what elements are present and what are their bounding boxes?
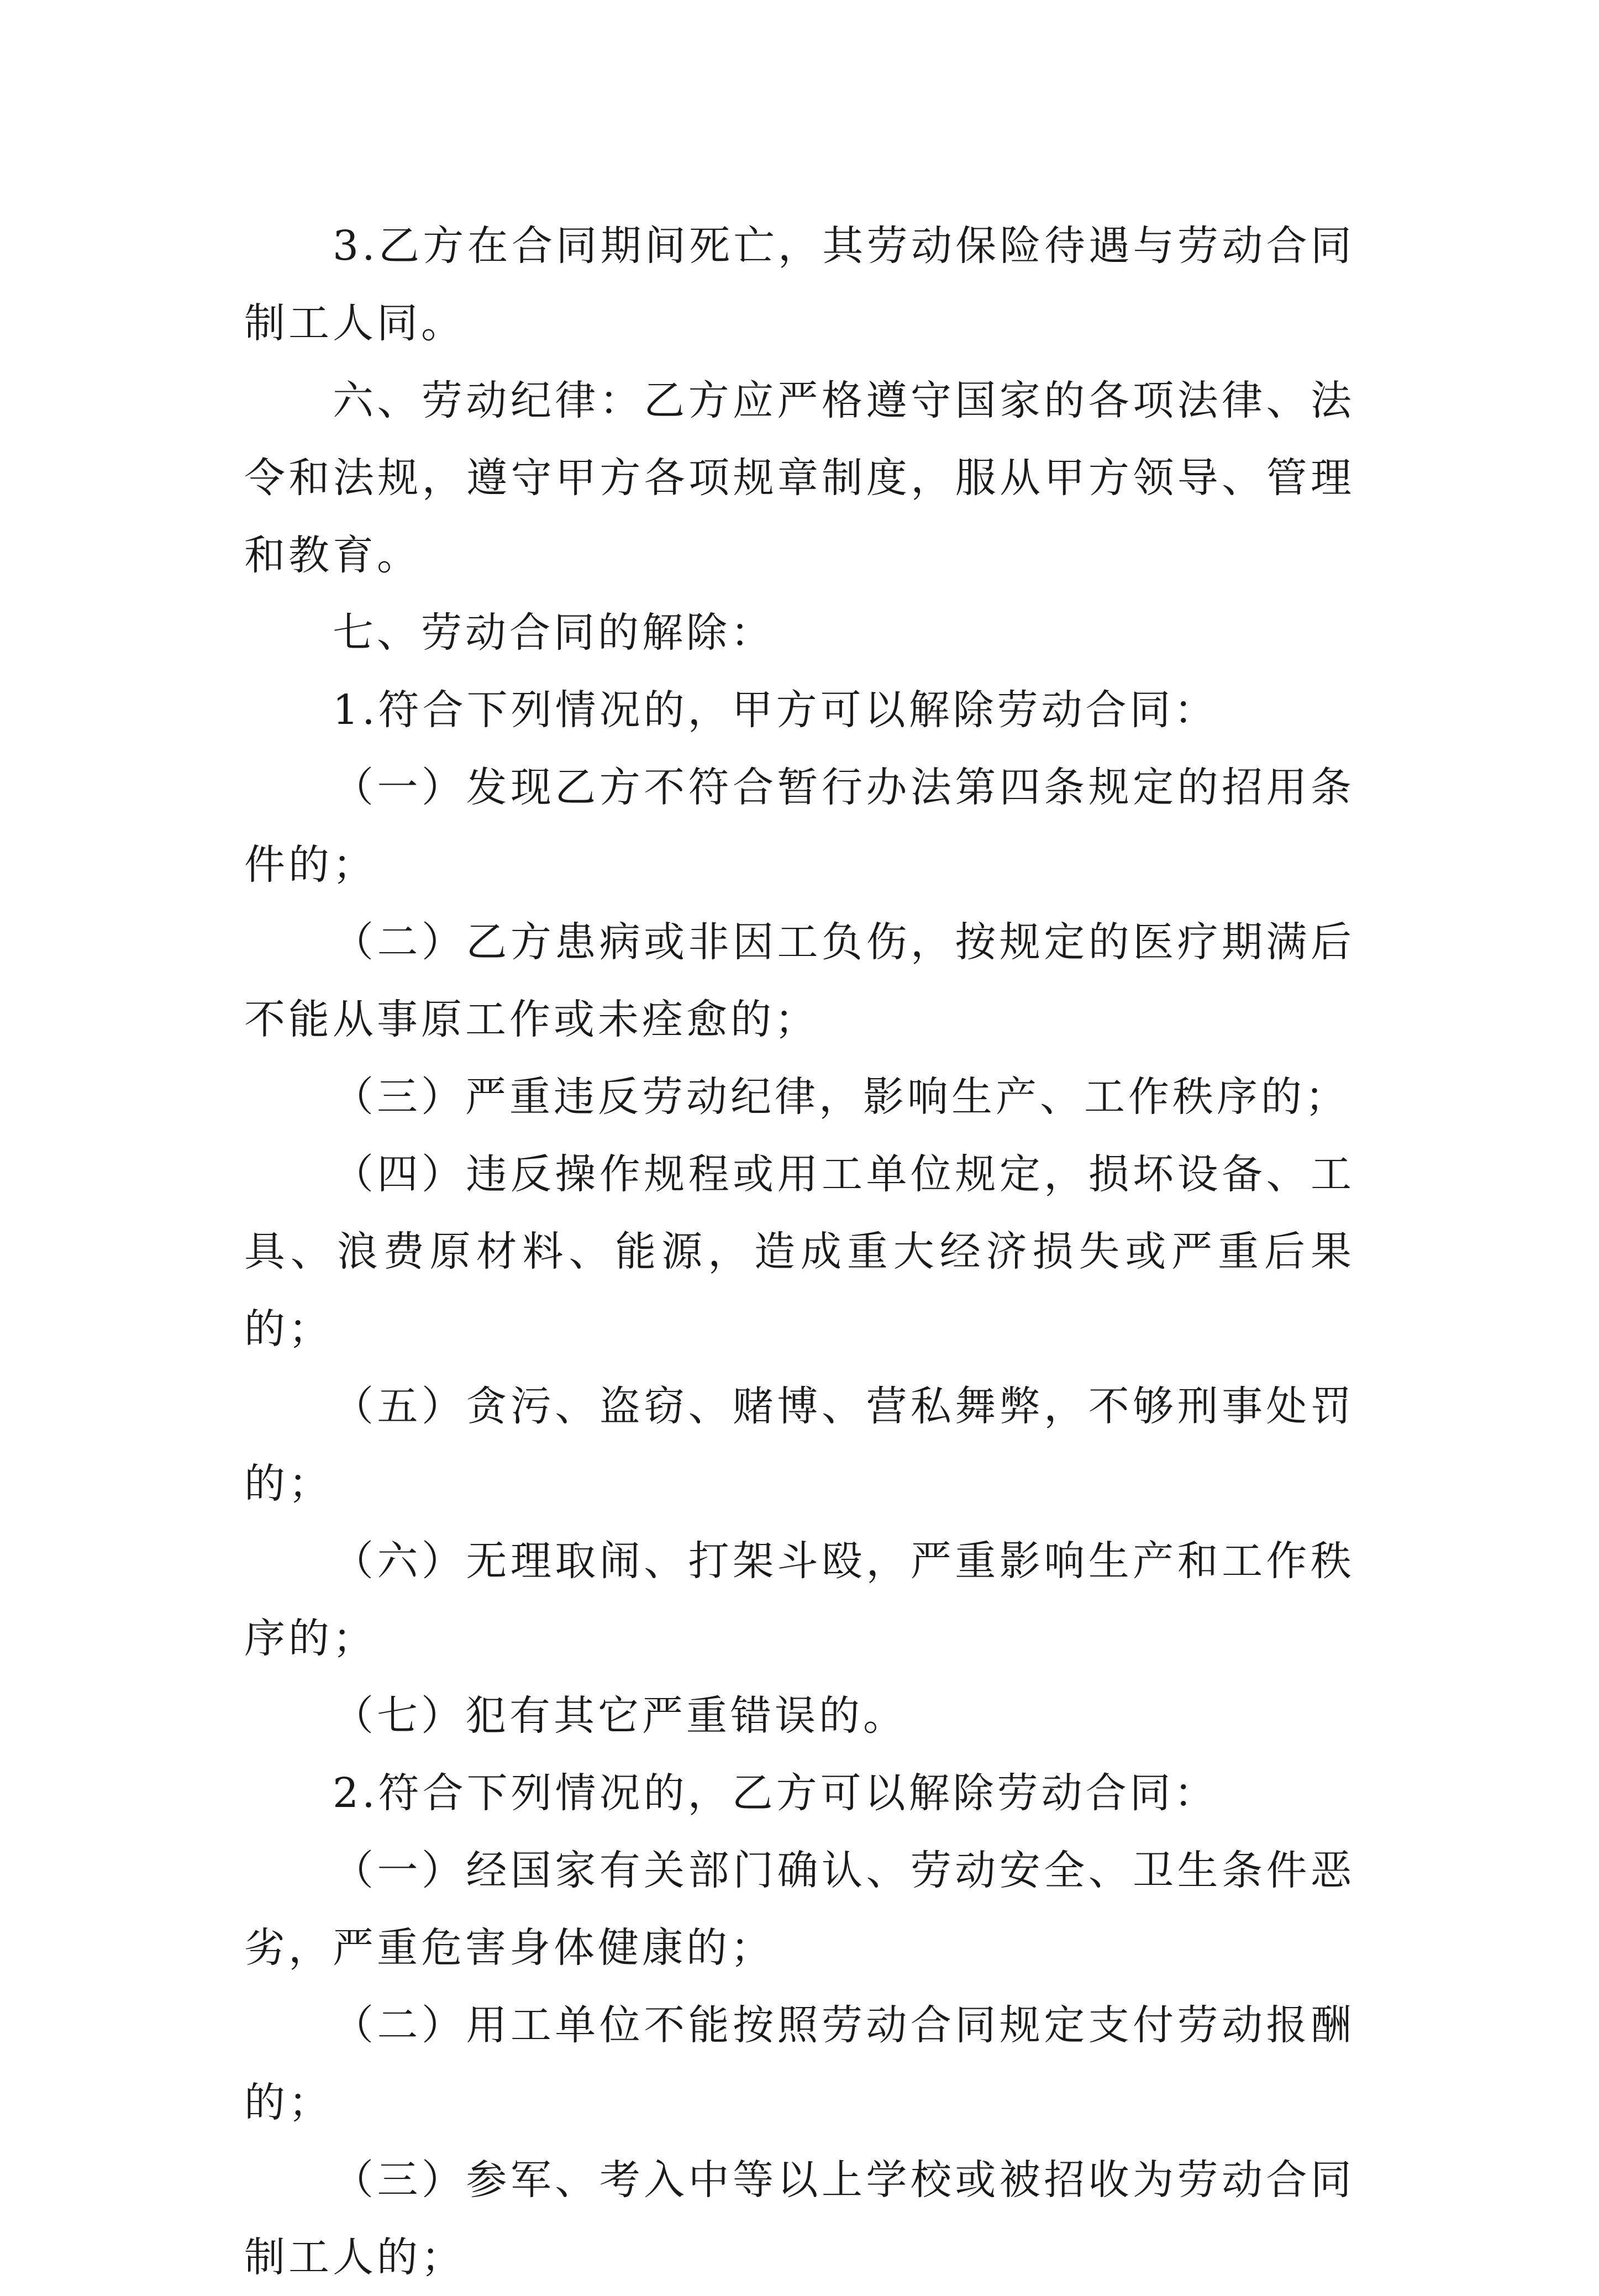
paragraph-employee-item-3: （三）参军、考入中等以上学校或被招收为劳动合同制工人的； xyxy=(244,2156,1355,2281)
paragraph-employer-item-3: （三）严重违反劳动纪律，影响生产、工作秩序的； xyxy=(333,1073,1349,1121)
paragraph-employer-item-7: （七）犯有其它严重错误的。 xyxy=(333,1692,907,1740)
paragraph-employer-item-4: （四）违反操作规程或用工单位规定，损坏设备、工具、浪费原材料、能源，造成重大经济损失或严重后果的； xyxy=(244,1150,1355,1353)
paragraph-employer-item-6: （六）无理取闹、打架斗殴，严重影响生产和工作秩序的； xyxy=(244,1537,1355,1662)
paragraph-employer-item-1: （一）发现乙方不符合暂行办法第四条规定的招用条件的； xyxy=(244,764,1355,889)
paragraph-employee-item-2: （二）用工单位不能按照劳动合同规定支付劳动报酬的； xyxy=(244,2001,1355,2126)
paragraph-employer-termination-intro: 1.符合下列情况的，甲方可以解除劳动合同： xyxy=(333,686,1218,734)
document-body xyxy=(244,207,1355,2296)
paragraph-death-insurance: 3.乙方在合同期间死亡，其劳动保险待遇与劳动合同制工人同。 xyxy=(244,222,1355,347)
paragraph-labor-discipline: 六、劳动纪律：乙方应严格遵守国家的各项法律、法令和法规，遵守甲方各项规章制度，服从甲方领导、管理和教育。 xyxy=(244,377,1355,579)
paragraph-employer-item-5: （五）贪污、盗窃、赌博、营私舞弊，不够刑事处罚的； xyxy=(244,1383,1355,1507)
paragraph-contract-termination-heading: 七、劳动合同的解除： xyxy=(333,609,775,656)
paragraph-employer-item-2: （二）乙方患病或非因工负伤，按规定的医疗期满后不能从事原工作或未痊愈的； xyxy=(244,918,1355,1043)
paragraph-employee-termination-intro: 2.符合下列情况的，乙方可以解除劳动合同： xyxy=(333,1769,1218,1817)
paragraph-employee-item-1: （一）经国家有关部门确认、劳动安全、卫生条件恶劣，严重危害身体健康的； xyxy=(244,1847,1355,1972)
